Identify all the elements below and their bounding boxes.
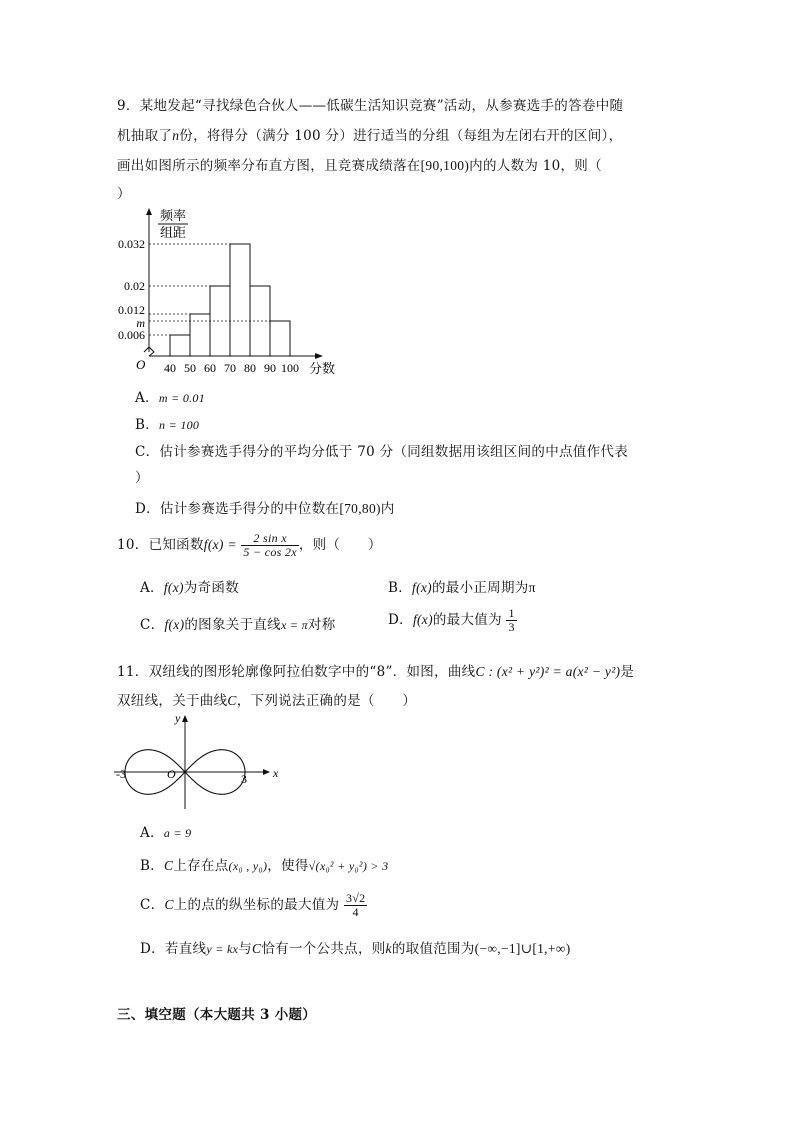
q10-stem bbox=[117, 531, 382, 559]
x-axis-arrow-icon bbox=[263, 769, 270, 775]
frac-denominator: 4 bbox=[352, 905, 359, 919]
option-math: y = kx bbox=[206, 942, 239, 956]
option-interval: [70,80) bbox=[339, 501, 381, 516]
histogram-bar bbox=[170, 335, 190, 356]
x-tick-label: 60 bbox=[204, 361, 216, 375]
option-label: A． bbox=[140, 825, 164, 841]
option-text: D．估计参赛选手得分的中位数在 bbox=[135, 501, 340, 517]
y-axis-label-top: 频率 bbox=[160, 208, 187, 223]
y-tick-label: 0.032 bbox=[118, 237, 145, 251]
q11-var-c: C bbox=[227, 693, 237, 708]
section-title: 三、填空题（本大题共 3 小题） bbox=[117, 1007, 317, 1023]
y-tick-label: m bbox=[136, 316, 145, 330]
option-label: A． bbox=[135, 390, 159, 406]
left-intercept-label: -3 bbox=[116, 767, 126, 781]
q10-fraction bbox=[241, 532, 298, 559]
histogram-bar bbox=[270, 321, 290, 356]
option-text: 对称 bbox=[307, 617, 336, 633]
x-axis-label: 分数 bbox=[309, 361, 336, 376]
option-math: (x₀ , y₀) bbox=[228, 859, 268, 873]
q11-text: ，下列说法正确的是（ ） bbox=[236, 693, 417, 709]
option-text: 上的点的纵坐标的最大值为 bbox=[173, 897, 340, 913]
q9-text: 内的人数为 10，则（ bbox=[469, 158, 602, 174]
option-math: π bbox=[528, 580, 536, 595]
x-tick-label: 90 bbox=[264, 361, 276, 375]
q9-text: 机抽取了 bbox=[117, 128, 173, 144]
right-intercept-label: 3 bbox=[241, 772, 247, 786]
option-text: 的最小正周期为 bbox=[431, 580, 529, 596]
origin-label: O bbox=[136, 357, 146, 372]
option-fraction bbox=[506, 607, 516, 634]
q10-option-d[interactable] bbox=[388, 606, 517, 634]
q9-stem-line4: ） bbox=[117, 186, 131, 202]
x-tick-label: 80 bbox=[244, 361, 256, 375]
q11-text: 双纽线，关于曲线 bbox=[117, 693, 228, 709]
q9-option-c-line2: ） bbox=[135, 470, 149, 486]
option-math: (−∞,−1]∪[1,+∞) bbox=[474, 941, 571, 956]
option-math: f(x) bbox=[164, 617, 185, 632]
y-axis-label: y bbox=[175, 711, 181, 725]
q9-text: 画出如图所示的频率分布直方图，且竞赛成绩落在 bbox=[117, 158, 421, 174]
q10-text: 10．已知函数 bbox=[117, 537, 204, 553]
option-math: a = 9 bbox=[163, 826, 192, 840]
option-label: B． bbox=[140, 858, 165, 874]
option-math: C bbox=[252, 941, 262, 956]
frac-denominator: 5 − cos 2x bbox=[243, 545, 297, 559]
frac-numerator: 2 sin x bbox=[241, 532, 298, 546]
option-math: f(x) bbox=[412, 612, 433, 627]
y-tick-label: 0.02 bbox=[124, 279, 145, 293]
option-text: 内 bbox=[380, 501, 395, 517]
option-math: f(x) bbox=[412, 580, 432, 595]
q11-option-d[interactable] bbox=[140, 937, 571, 957]
x-axis-label: x bbox=[273, 766, 279, 780]
y-axis-label-bottom: 组距 bbox=[160, 225, 187, 240]
option-math: m = 0.01 bbox=[158, 391, 206, 405]
option-math: k bbox=[385, 941, 392, 956]
option-math: x = π bbox=[280, 618, 308, 632]
q11-option-b[interactable] bbox=[140, 854, 388, 874]
q9-stem-line3 bbox=[117, 154, 602, 174]
option-text: 的最大值为 bbox=[432, 612, 502, 628]
option-text: 的取值范围为 bbox=[391, 941, 475, 957]
y-tick-label: 0.006 bbox=[118, 328, 145, 342]
x-tick-label: 40 bbox=[164, 361, 176, 375]
q9-stem-line1: 9．某地发起“寻找绿色合伙人——低碳生活知识竞赛”活动，从参赛选手的答卷中随 bbox=[117, 98, 624, 114]
x-tick-label: 70 bbox=[224, 361, 236, 375]
x-tick-label: 100 bbox=[281, 361, 299, 375]
q9-text: 份，将得分（满分 100 分）进行适当的分组（每组为左闭右开的区间）， bbox=[179, 128, 623, 144]
option-label: D． bbox=[388, 612, 413, 628]
histogram-bar bbox=[190, 314, 210, 356]
origin-label: O bbox=[167, 767, 176, 781]
option-text: ，使得 bbox=[267, 858, 309, 874]
histogram-bar bbox=[230, 244, 250, 356]
y-tick-label: 0.012 bbox=[118, 303, 145, 317]
option-math: C bbox=[164, 858, 174, 873]
y-axis-arrow-icon bbox=[182, 715, 188, 722]
q11-stem-line2 bbox=[117, 689, 416, 709]
option-label: B． bbox=[135, 417, 160, 433]
x-axis-arrow-icon bbox=[315, 353, 323, 359]
q10-option-c[interactable] bbox=[140, 613, 336, 633]
q9-option-a[interactable] bbox=[135, 386, 205, 406]
q9-stem-line2 bbox=[117, 124, 622, 144]
frac-denominator: 3 bbox=[508, 620, 515, 634]
x-tick-label: 50 bbox=[184, 361, 196, 375]
q9-option-c-line1[interactable]: C．估计参赛选手得分的平均分低于 70 分（同组数据用该组区间的中点值作代表 bbox=[135, 444, 628, 460]
option-label: C． bbox=[140, 897, 165, 913]
q11-text: 是 bbox=[620, 664, 635, 680]
frac-numerator: 3√2 bbox=[345, 891, 366, 905]
option-math: C bbox=[164, 897, 174, 912]
q9-option-d[interactable] bbox=[135, 497, 395, 517]
y-axis-arrow-icon bbox=[146, 208, 152, 215]
histogram-chart bbox=[108, 206, 348, 382]
q11-option-a[interactable] bbox=[140, 821, 191, 841]
option-text: 上存在点 bbox=[173, 858, 229, 874]
option-text: D．若直线 bbox=[140, 941, 207, 957]
q11-text: 11．双纽线的图形轮廓像阿拉伯数字中的“8”．如图，曲线 bbox=[117, 664, 476, 680]
q10-option-a[interactable] bbox=[140, 576, 239, 596]
option-label: A． bbox=[140, 580, 164, 596]
option-fraction bbox=[344, 892, 368, 919]
q10-text: ，则（ ） bbox=[298, 537, 382, 553]
option-math: f(x) bbox=[163, 580, 184, 595]
option-label: B． bbox=[388, 580, 413, 596]
option-math: n = 100 bbox=[159, 418, 200, 432]
option-text: 恰有一个公共点，则 bbox=[261, 941, 386, 957]
option-math: √(x₀² + y₀²) > 3 bbox=[308, 859, 389, 873]
q11-curve-equation: C : (x² + y²)² = a(x² − y²) bbox=[475, 664, 621, 679]
q9-interval: [90,100) bbox=[420, 158, 470, 173]
option-label: C． bbox=[140, 617, 165, 633]
q10-option-b[interactable] bbox=[388, 576, 536, 596]
option-text: 与 bbox=[238, 941, 253, 957]
q11-option-c[interactable] bbox=[140, 890, 367, 920]
frac-numerator: 1 bbox=[508, 606, 515, 620]
q9-var-n: n bbox=[172, 128, 180, 143]
q9-option-b[interactable] bbox=[135, 413, 199, 433]
option-text: 为奇函数 bbox=[183, 580, 239, 596]
lemniscate-figure bbox=[110, 710, 280, 810]
option-text: 的图象关于直线 bbox=[184, 617, 281, 633]
q10-fx: f(x) = bbox=[203, 537, 237, 552]
q11-stem-line1 bbox=[117, 660, 634, 680]
